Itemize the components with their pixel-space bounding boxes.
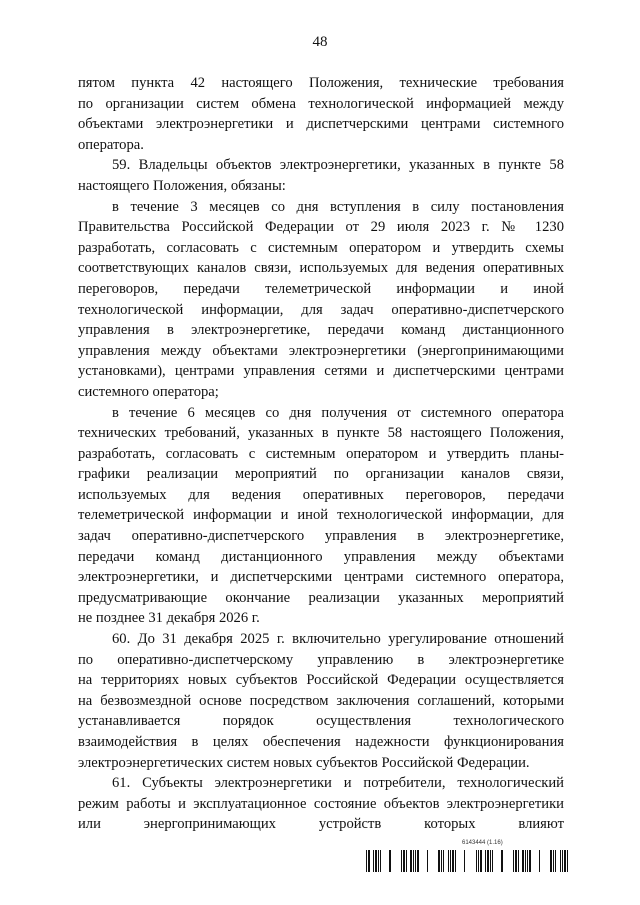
- page-number: 48: [312, 34, 328, 50]
- paragraph-line: в течение 3 месяцев со дня вступления в силу постановления: [112, 198, 564, 215]
- paragraph-line: или энергопринимающих устройств которых влияют: [78, 816, 564, 833]
- paragraph-line: переговоров, передачи телеметрической информации и иной: [78, 280, 564, 297]
- paragraph-line: системного оператора;: [78, 383, 219, 400]
- paragraph-line: электроэнергетики, и диспетчерскими центрами системного оператора,: [78, 569, 564, 586]
- paragraph-line: установками), центрами управления сетями и диспетчерскими центрами: [78, 363, 564, 380]
- paragraph-line: по оперативно-диспетчерскому управлению в электроэнергетике: [78, 651, 564, 668]
- paragraph-line: по организации систем обмена технологической информацией между: [78, 95, 564, 112]
- paragraph-line: на безвозмездной основе посредством заключения соглашений, которыми: [78, 692, 564, 709]
- paragraph-line: технических требований, указанных в пункте 58 настоящего Положения,: [78, 425, 564, 442]
- paragraph-line: 61. Субъекты электроэнергетики и потребители, технологический: [112, 775, 564, 792]
- paragraph-line: управления между объектами электроэнергетики (энергопринимающими: [78, 342, 564, 359]
- document-code: 6143444 (1.16): [462, 840, 503, 846]
- paragraph-line: взаимодействия в целях обеспечения надежности функционирования: [78, 734, 564, 750]
- paragraph-line: разработать, согласовать с системным оператором и утвердить схемы: [78, 239, 564, 256]
- paragraph-line: 59. Владельцы объектов электроэнергетики, указанных в пункте 58: [112, 157, 564, 174]
- paragraph-line: в течение 6 месяцев со дня получения от системного оператора: [112, 404, 564, 421]
- paragraph-line: используемых для ведения оперативных переговоров, передачи: [78, 486, 564, 503]
- paragraph-line: управления в электроэнергетике, передачи команд дистанционного: [78, 322, 564, 339]
- paragraph-line: оператора.: [78, 136, 144, 153]
- paragraph-line: задач оперативно-диспетчерского управления в электроэнергетике,: [78, 528, 564, 545]
- paragraph-line: передачи команд дистанционного управления между объектами: [78, 548, 564, 565]
- paragraph-line: электроэнергетических систем новых субъектов Российской Федерации.: [78, 754, 530, 771]
- barcode: [365, 850, 575, 872]
- paragraph-line: пятом пункта 42 настоящего Положения, технические требования: [78, 75, 564, 91]
- paragraph-line: устанавливается порядок осуществления технологического: [78, 713, 564, 730]
- paragraph-line: технологической информации, для задач оперативно-диспетчерского: [78, 301, 564, 318]
- paragraph-line: на территориях новых субъектов Российской Федерации осуществляется: [78, 672, 564, 689]
- paragraph-line: режим работы и эксплуатационное состояние объектов электроэнергетики: [78, 795, 564, 812]
- paragraph-line: телеметрической информации и иной технологической информации, для: [78, 507, 564, 524]
- paragraph-line: Правительства Российской Федерации от 29 июля 2023 г. № 1230: [78, 219, 564, 236]
- paragraph-line: графики реализации мероприятий по организации каналов связи,: [78, 466, 564, 483]
- paragraph-line: настоящего Положения, обязаны:: [78, 177, 286, 194]
- paragraph-line: разработать, согласовать с системным оператором и утвердить планы-: [78, 445, 564, 462]
- paragraph-line: 60. До 31 декабря 2025 г. включительно урегулирование отношений: [112, 631, 564, 648]
- paragraph-line: объектами электроэнергетики и диспетчерскими центрами системного: [78, 116, 564, 133]
- document-body: [78, 73, 564, 835]
- paragraph-line: предусматривающие окончание реализации указанных мероприятий: [78, 589, 564, 606]
- paragraph-line: не позднее 31 декабря 2026 г.: [78, 610, 260, 627]
- paragraph-line: соответствующих каналов связи, используемых для ведения оперативных: [78, 260, 564, 277]
